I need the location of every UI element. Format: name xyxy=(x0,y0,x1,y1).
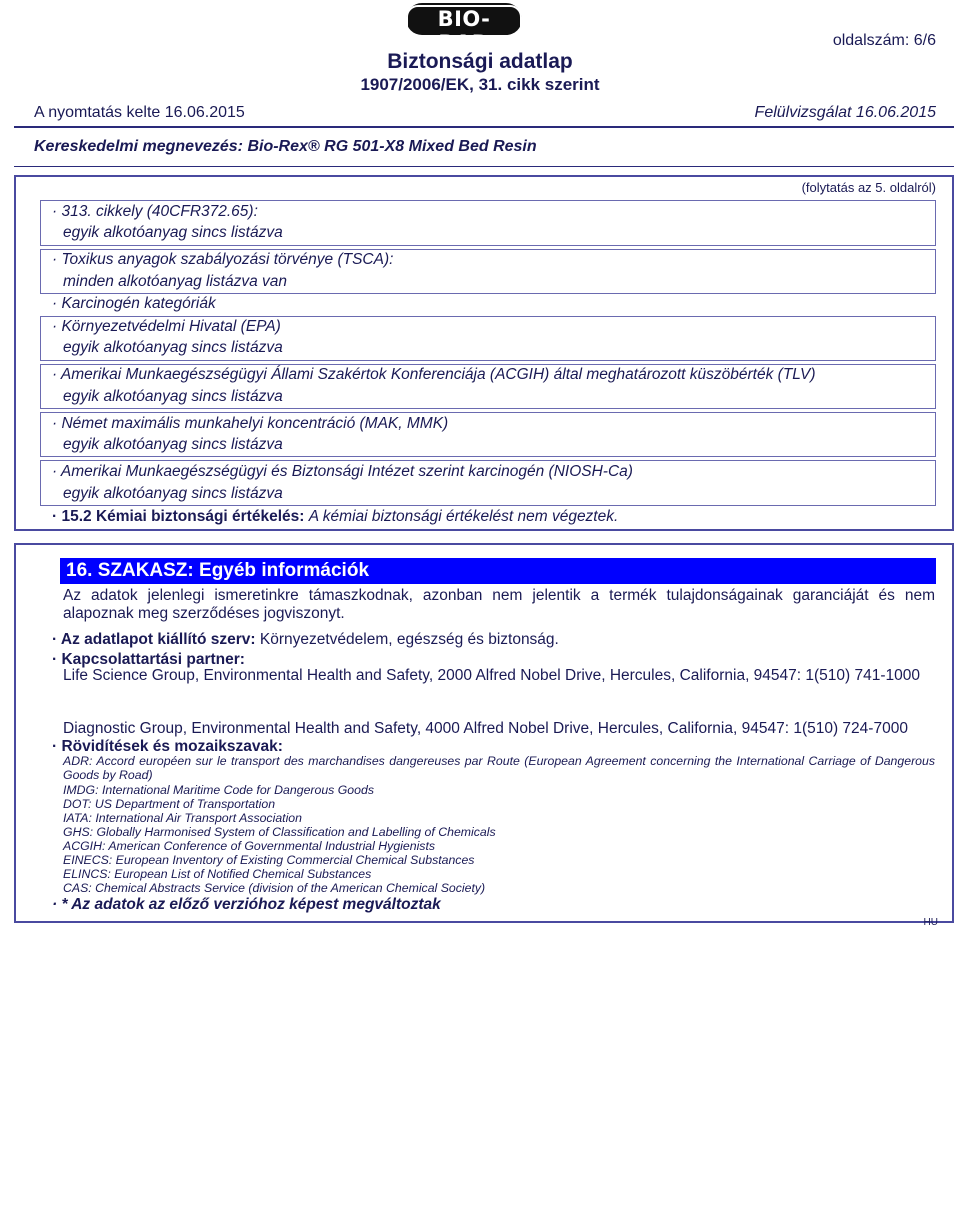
abbr-ghs: GHS: Globally Harmonised System of Classification and Labelling of Chemicals xyxy=(63,825,496,839)
row-heading: · Karcinogén kategóriák xyxy=(52,295,216,312)
abbr-dot: DOT: US Department of Transportation xyxy=(63,797,276,811)
issuer-label: · Az adatlapot kiállító szerv: xyxy=(52,631,256,648)
section-16-header xyxy=(60,558,936,584)
trade-name-divider xyxy=(14,166,954,167)
issuer-value: Környezetvédelem, egészség és biztonság. xyxy=(259,631,559,648)
abbr-acgih: ACGIH: American Conference of Governmental Industrial Hygienists xyxy=(63,839,436,853)
chem-safety-assessment xyxy=(52,508,618,526)
abbreviations-label: · Rövidítések és mozaikszavak: xyxy=(52,738,283,755)
issuer-line xyxy=(52,631,559,649)
row-value: egyik alkotóanyag sincs listázva xyxy=(63,388,283,405)
print-date: A nyomtatás kelte 16.06.2015 xyxy=(34,104,245,121)
trade-name: Kereskedelmi megnevezés: Bio-Rex® RG 501-X8 Mixed Bed Resin xyxy=(34,138,537,155)
continued-note: (folytatás az 5. oldalról) xyxy=(801,180,936,195)
document-subtitle: 1907/2006/EK, 31. cikk szerint xyxy=(360,75,600,94)
abbr-einecs: EINECS: European Inventory of Existing Commercial Chemical Substances xyxy=(63,853,475,867)
row-heading: · Amerikai Munkaegészségügyi Állami Szakértok Konferenciája (ACGIH) által meghatározott küszöbérték (TLV) xyxy=(52,366,816,383)
logo-text: BIO-RAD xyxy=(406,5,522,57)
row-value: egyik alkotóanyag sincs listázva xyxy=(63,339,283,356)
bio-rad-logo xyxy=(406,3,522,55)
contact-diagnostic: Diagnostic Group, Environmental Health and Safety, 4000 Alfred Nobel Drive, Hercules, California, 94547: 1(510) 724-7000 xyxy=(63,720,908,737)
document-title: Biztonsági adatlap xyxy=(387,50,573,73)
row-heading: · Német maximális munkahelyi koncentráció (MAK, MMK) xyxy=(52,415,449,432)
row-value: egyik alkotóanyag sincs listázva xyxy=(63,224,283,241)
intro-paragraph: Az adatok jelenlegi ismeretinkre támaszkodnak, azonban nem jelentik a termék tulajdonságainak garanciáját és nem alapoznak meg szerződéses jogviszonyt. xyxy=(63,587,935,622)
review-date: Felülvizsgálat 16.06.2015 xyxy=(754,104,936,121)
abbr-elincs: ELINCS: European List of Notified Chemical Substances xyxy=(63,867,372,881)
contact-label: · Kapcsolattartási partner: xyxy=(52,651,245,668)
row-value: minden alkotóanyag listázva van xyxy=(63,273,288,290)
row-heading: · Környezetvédelmi Hivatal (EPA) xyxy=(52,318,281,335)
abbr-iata: IATA: International Air Transport Association xyxy=(63,811,302,825)
row-heading: · Toxikus anyagok szabályozási törvénye (TSCA): xyxy=(52,251,394,268)
chem-safety-label: · 15.2 Kémiai biztonsági értékelés: xyxy=(52,508,305,525)
row-heading: · Amerikai Munkaegészségügyi és Biztonsági Intézet szerint karcinogén (NIOSH-Ca) xyxy=(52,463,633,480)
abbr-adr: ADR: Accord européen sur le transport des marchandises dangereuses par Route (European Agreement concerning the International Carriage of Dangerous Goods by Road) xyxy=(63,754,935,782)
section-16-title: 16. SZAKASZ: Egyéb információk xyxy=(66,560,370,581)
row-heading: · 313. cikkely (40CFR372.65): xyxy=(52,203,258,220)
chem-safety-value: A kémiai biztonsági értékelést nem végeztek. xyxy=(308,508,619,525)
abbr-cas: CAS: Chemical Abstracts Service (division of the American Chemical Society) xyxy=(63,881,486,895)
row-value: egyik alkotóanyag sincs listázva xyxy=(63,436,283,453)
contact-life-science: Life Science Group, Environmental Health and Safety, 2000 Alfred Nobel Drive, Hercules, California, 94547: 1(510) 741-1000 xyxy=(63,667,921,684)
page-number: oldalszám: 6/6 xyxy=(832,32,936,49)
abbr-imdg: IMDG: International Maritime Code for Dangerous Goods xyxy=(63,783,374,797)
language-code: HU xyxy=(923,917,938,928)
changed-note: · * Az adatok az előző verzióhoz képest megváltoztak xyxy=(52,896,441,913)
header-divider xyxy=(14,126,954,128)
row-value: egyik alkotóanyag sincs listázva xyxy=(63,485,283,502)
